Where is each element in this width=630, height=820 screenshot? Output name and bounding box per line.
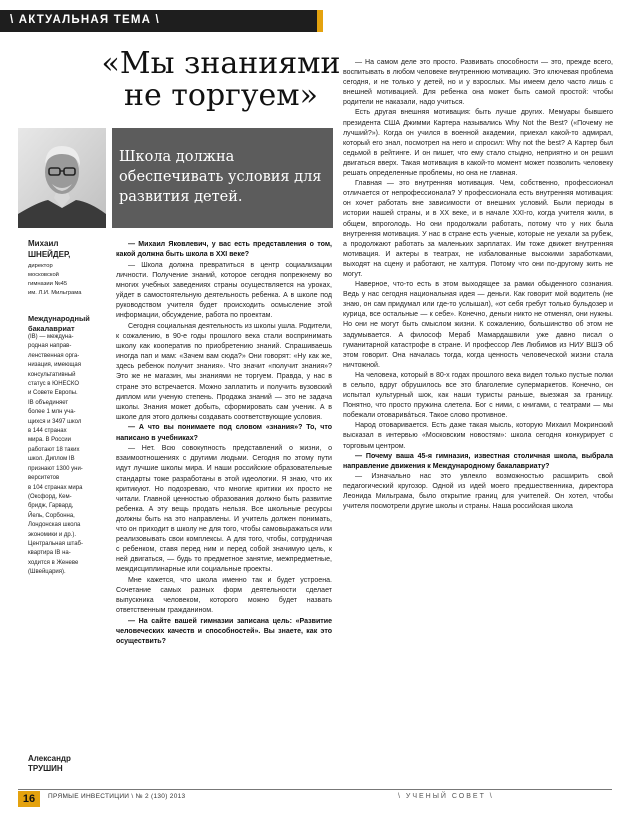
teaser-text: Школа должна обеспечивать условия для развития детей. bbox=[119, 149, 322, 205]
article-paragraph: Наверное, что-то есть в этом выходящее за рамки обыденного сознания. Ведь у нас сегодня национальная идея — деньги. Как говорит мой водитель (не знаю, он сам придумал или где-то услышал), «от себя гребут только бульдозер и курица, все остальные — к себе». Конечно, деньги никто не отменял, они нужны. Но они не могут быть смыслом жизни. К сожалению, большинство об этом не задумывается. А философ Мераб Мамардашвили уже давно писал о гуманитарной катастрофе в стране. И профессор Лев Любимов из НИУ ВШЭ об этом говорит. Она началась тогда, когда ценность человеческой жизни стала ничтожной. bbox=[343, 281, 613, 369]
article-paragraph: Главная — это внутренняя мотивация. Чем, собственно, профессионал отличается от непрофессионала? У профессионала есть внутренняя мотивация: он хочет работать вне зависимости от внешних условий. Были периоды в истории нашей страны, и в XX веке, и в начале XXI-го, когда учителя жили, в общем, впроголодь. Но они продолжали работать, потому что у них была внутренняя мотивация. У нас в стране есть ученые, которые не уехали за рубеж, а продолжают работать за маленьких зарплатах. Им тоже движет внутренняя мотивация. И актеры в театрах, не избалованные высокими заработками, выходят на сцену и работают, не халтуря. Потому что они по-другому жить не могут. bbox=[343, 180, 613, 278]
ib-description-line: статус в ЮНЕСКО bbox=[28, 381, 79, 388]
role-line: гимназии №45 bbox=[28, 281, 68, 287]
page-number: 16 bbox=[18, 791, 40, 807]
ib-description-line: школ. Диплом IB bbox=[28, 456, 75, 463]
article-paragraph: — Школа должна превратиться в центр социализации личности. Получение знаний, которое сегодня попрежнему во многих учебных заведениях страны осуществляется на уроках, уйдет в самостоятельную деятельность ребенка. А в школе под руководством учителя будет происходить осмысление этой информации, обсуждение, работа по проектам. bbox=[116, 261, 332, 320]
article-paragraph: — Изначально нас это увлекло возможностью расширить свой педагогический кругозор. Одной из идей моего предшественника, директора Леонида Мильграма, было открытие границ для учителей. Он хотел, чтобы учителя посмотрели другие школы и страны. Наша российская школа bbox=[343, 472, 613, 511]
ib-description-line: ленственная орга- bbox=[28, 352, 80, 359]
article-title bbox=[96, 48, 346, 112]
ib-description-line: более 1 млн уча- bbox=[28, 409, 76, 416]
article-column-right bbox=[343, 58, 613, 512]
ib-description-line: родная направ- bbox=[28, 343, 72, 350]
ib-description-line: низация, имеющая bbox=[28, 362, 81, 369]
ib-description-line: консультативный bbox=[28, 371, 76, 378]
ib-description-line: в 144 странах bbox=[28, 428, 67, 435]
ib-description-line: работают 18 таких bbox=[28, 446, 80, 453]
teaser-box bbox=[112, 128, 333, 228]
ib-description-line: Лондонская школа bbox=[28, 522, 81, 529]
ib-description-line: мира. В России bbox=[28, 437, 71, 444]
role-line: им. Л.И. Мильграма bbox=[28, 290, 82, 296]
section-header-label: \ АКТУАЛЬНАЯ ТЕМА \ bbox=[10, 14, 160, 26]
interview-question: — Почему ваша 45-я гимназия, известная столичная школа, выбрала направление движения к Международному бакалавриату? bbox=[343, 452, 613, 470]
article-paragraph: На человека, который в 80-х годах прошлого века видел только пустые полки в сельпо, вдруг обрушилось все это благолепие супермаркетов. Конечно, он испытал культурный шок, как наши туристы раньше, выезжая за границу. Понятно, что просто пружина слетела. Бог с ними, с книгами, с театрами — мы побежали отоваривáться. Такое слово противное. bbox=[343, 371, 613, 420]
author-first-name: Александр bbox=[28, 754, 71, 763]
author-last-name: ТРУШИН bbox=[28, 764, 63, 773]
portrait-photo bbox=[18, 128, 106, 228]
ib-description-line: (Оксфорд, Кем- bbox=[28, 493, 72, 500]
article-paragraph: Мне кажется, что школа именно так и будет устроена. Сочетание самых разных форм деятельности сделает выпускника человеком, которого можно будет назвать ответственным гражданином. bbox=[116, 577, 332, 615]
article-paragraph: — На самом деле это просто. Развивать способности — это, прежде всего, воспитывать в любом человеке внутреннюю мотивацию. Это ключевая проблема сегодня, и не только у детей, но и у взрослых. Мы имеем дело часто лишь с внешней мотивацией. Для ребенка она может быть самой простой: чтобы родители не наказали, надо учиться. bbox=[343, 59, 613, 107]
interview-question: — На сайте вашей гимназии записана цель: «Развитие человеческих качеств и способностей». Вы знаете, как это осуществить? bbox=[116, 618, 332, 646]
title-line-1: «Мы знаниями bbox=[101, 46, 341, 81]
article-column-middle bbox=[116, 240, 332, 648]
ib-description-line: (IB) — междуна- bbox=[28, 334, 74, 340]
ib-description-line: Йель, Сорбонна, bbox=[28, 512, 75, 519]
ib-heading-line: бакалавриат bbox=[28, 323, 75, 333]
ib-description-line: в 104 странах мира bbox=[28, 484, 83, 491]
interviewee-first-name: Михаил bbox=[28, 239, 59, 248]
interviewee-last-name: ШНЕЙДЕР, bbox=[28, 250, 71, 259]
title-line-2: не торгуем» bbox=[124, 78, 318, 113]
footer-section-label: \ УЧЕНЫЙ СОВЕТ \ bbox=[398, 793, 494, 800]
article-paragraph: Сегодня социальная деятельность из школы ушла. Родители, к сожалению, в 90-е годы прошлого века стали воспринимать школу как кооператив по приобретению знаний. Спрашиваешь иногда пап и мам: «Зачем вам сюда?» Они говорят: «Ну как же, здесь ребенок получит знания». Что значит «получит знания»? Это же не магазин, мы знаниями не торгуем. Правда, у нас в стране это встречается. Можно заплатить и получить вузовский диплом или ученую степень. Продажа знаний — это не задача школы. Знания может добыть, сформировать сам ученик. А в школе для этого должны создавать соответствующие условия. bbox=[116, 322, 332, 421]
article-paragraph: — Нет. Всю совокупность представлений о жизни, о взаимоотношениях с другими людьми. Сегодня по этому пути идут лучшие школы мира. И наши российские образовательные стандарты тоже разработаны в этой идеологии. Я знаю, что их критикуют. Но подозреваю, что многие критики их просто не читали. Главной ценностью образования должно быть развитие ребенка. А эту вещь продать нельзя. Все школьные ресурсы должны быть на это направлены. И учитель должен понимать, что он приходит в школу не для того, чтобы самовыражаться или реализовывать свои комплексы. А для того, чтобы, сотрудничая с ребенком, ставя перед ним и перед собой значимую цель, к ней двигаться, — будь то предметное занятие, межпредметные, междисциплинарные или социальные проекты. bbox=[116, 445, 332, 574]
ib-description-line: признают 1300 уни- bbox=[28, 465, 83, 472]
ib-description-line: квартира IB на- bbox=[28, 550, 71, 557]
ib-description bbox=[28, 333, 108, 578]
ib-description-line: экономики и др.). bbox=[28, 531, 77, 538]
person-photo-icon bbox=[18, 128, 106, 228]
role-line: московской bbox=[28, 272, 59, 278]
interview-question: — А что вы понимаете под словом «знания»? То, что написано в учебниках? bbox=[116, 424, 332, 442]
section-header-bar bbox=[0, 10, 323, 32]
ib-description-line: Центральная штаб- bbox=[28, 540, 83, 547]
role-line: директор bbox=[28, 263, 53, 269]
ib-description-line: верситетов bbox=[28, 475, 60, 482]
magazine-issue: ПРЯМЫЕ ИНВЕСТИЦИИ \ № 2 (130) 2013 bbox=[48, 793, 186, 800]
header-accent-stripe bbox=[317, 10, 323, 32]
article-paragraph: Есть другая внешняя мотивация: быть лучше других. Мемуары бывшего президента США Джимми Картера назывались Why Not the Best? («Почему не лучший?»). Когда он учился в военной академии, приехал какой-то адмирал, который его знал, посмотрел на него и спросил: Why not the best? А Картер был седьмой в рейтинге. И он пишет, что ему стало стыдно, неприятно и он решил двигаться вверх. Такая мотивация в какой-то момент может позволить человеку решать определенные проблемы, но она не главная. bbox=[343, 109, 613, 178]
sidebar bbox=[28, 238, 108, 578]
ib-heading-line: Международный bbox=[28, 314, 90, 323]
ib-description-line: бридж, Гарвард, bbox=[28, 503, 74, 510]
ib-description-line: IB объединяет bbox=[28, 399, 69, 406]
article-paragraph: Народ отоваривается. Есть даже такая мысль, которую Михаил Мокринский высказал в интервью «Московским новостям»: школа сегодня конкурирует с торговым центром. bbox=[343, 422, 613, 450]
ib-description-line: щихся и 3497 школ bbox=[28, 418, 82, 425]
ib-description-line: ходится в Женеве bbox=[28, 559, 79, 566]
ib-description-line: (Швейцария). bbox=[28, 569, 66, 576]
footer-divider bbox=[18, 789, 612, 790]
ib-heading bbox=[28, 314, 108, 333]
interviewee-role bbox=[28, 262, 108, 298]
ib-description-line: и Совете Европы. bbox=[28, 390, 78, 397]
interview-question: — Михаил Яковлевич, у вас есть представления о том, какой должна быть школа в XXI веке? bbox=[116, 241, 332, 259]
